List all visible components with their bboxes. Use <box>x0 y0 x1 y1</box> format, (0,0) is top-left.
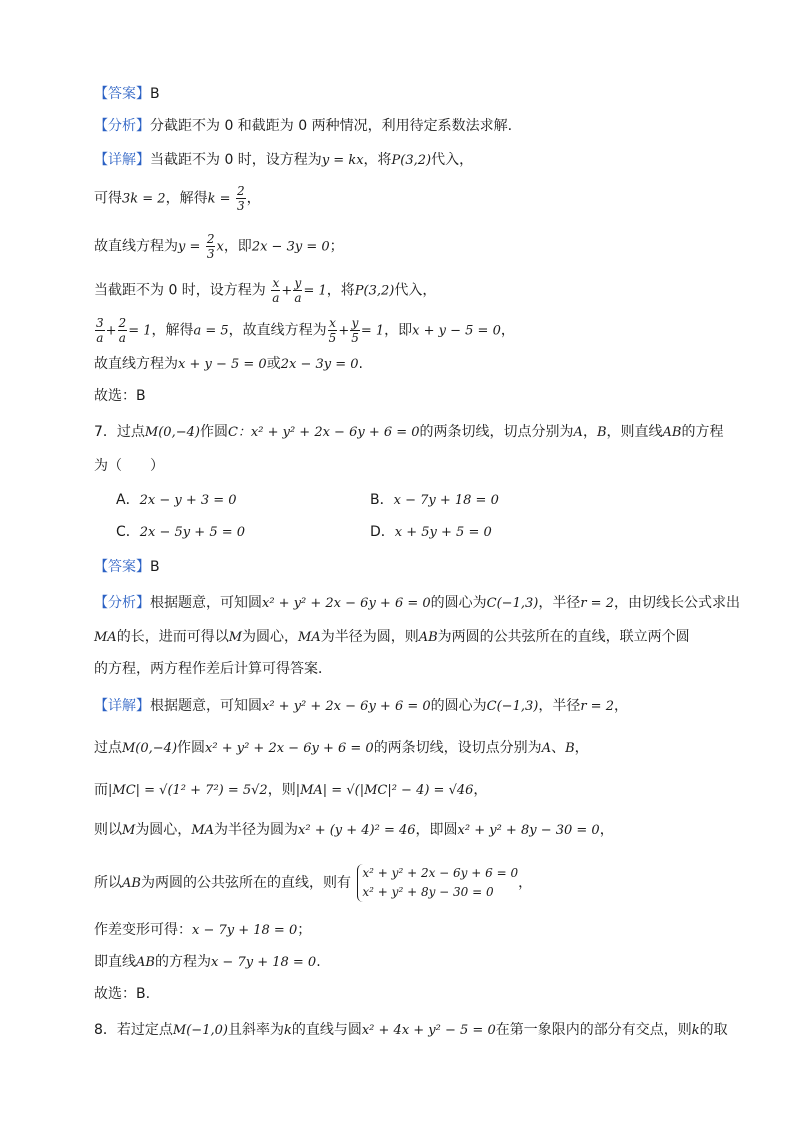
text: ，即 <box>384 322 413 339</box>
fraction <box>206 232 216 261</box>
math-expr: C(−1,3) <box>486 699 539 714</box>
q6-detail-line-3 <box>94 232 344 261</box>
text: 而 <box>94 782 108 798</box>
denominator: 3 <box>236 199 245 213</box>
text: 为两圆的公共弦所在的直线，联立两个圆 <box>437 629 690 645</box>
q7-option-b <box>370 490 499 511</box>
math-expr: C(−1,3) <box>486 596 539 611</box>
math-expr: y = kx <box>321 153 364 168</box>
analysis-tag: 【分析】 <box>94 595 150 611</box>
denominator: 3 <box>206 247 215 261</box>
q6-detail-line-6 <box>94 354 363 375</box>
text: 的长，进而可得以 <box>116 629 229 645</box>
option-label: C． <box>116 524 140 540</box>
denominator: 5 <box>351 331 359 345</box>
math-expr: = 1 <box>303 283 327 299</box>
fraction <box>95 316 105 345</box>
math-expr: MA <box>191 823 215 838</box>
q7-analysis-line-1 <box>94 593 740 614</box>
math-expr: x − 7y + 18 = 0 <box>192 923 298 938</box>
text: ，则 <box>267 782 296 798</box>
fraction <box>328 316 338 345</box>
math-expr: x² + y² + 2x − 6y + 6 = 0 <box>262 699 431 714</box>
text: 为两圆的公共弦所在的直线，则有 <box>140 875 351 891</box>
math-expr: x² + 4x + y² − 5 = 0 <box>361 1023 496 1038</box>
math-expr: AB <box>662 425 682 440</box>
text: ； <box>297 922 312 938</box>
math-expr: a = 5 <box>193 323 229 339</box>
text: ，由切线长公式求出 <box>613 595 740 611</box>
numerator: 2 <box>236 184 245 198</box>
math-expr: M <box>228 630 243 645</box>
text: 根据题意，可知圆 <box>150 595 262 611</box>
math-expr: x² + y² + 8y − 30 = 0 <box>457 823 600 838</box>
text: 故直线方程为 <box>94 356 178 372</box>
text: 代入， <box>431 152 474 168</box>
q7-option-d <box>370 522 492 543</box>
text: 为（ ） <box>94 458 164 474</box>
text: ， <box>518 875 533 891</box>
math-expr: P(3,2) <box>354 283 395 299</box>
equation-2: x² + y² + 8y − 30 = 0 <box>362 885 494 899</box>
q7-option-c <box>116 522 245 543</box>
math-expr: k <box>691 1023 700 1038</box>
q7-answer-value: B <box>150 559 160 575</box>
option-label: A． <box>116 492 140 508</box>
math-expr: r = 2 <box>580 596 614 611</box>
answer-tag: 【答案】 <box>94 559 150 575</box>
text: ， <box>599 822 614 838</box>
text: ，半径 <box>538 595 581 611</box>
text: 作圆 <box>177 740 206 756</box>
text: 根据题意，可知圆 <box>150 698 262 714</box>
text: 可得 <box>94 190 122 207</box>
math-expr: MA <box>298 630 321 645</box>
text: ，故直线方程为 <box>228 322 327 339</box>
math-expr: r = 2 <box>580 699 614 714</box>
fraction <box>293 276 302 305</box>
q7-analysis-line-3 <box>94 659 332 679</box>
text: 或 <box>266 356 281 372</box>
text: ， <box>574 740 589 756</box>
q8-stem-line-1 <box>94 1020 728 1041</box>
text: 为半径为圆为 <box>214 822 299 838</box>
math-operator: + <box>338 323 350 339</box>
option-expr: 2x − y + 3 = 0 <box>139 493 237 508</box>
text: 过点 <box>94 740 122 756</box>
math-expr: M <box>122 823 136 838</box>
math-expr: k = <box>207 191 231 207</box>
math-expr: M(−1,0) <box>172 1023 228 1038</box>
math-expr: A <box>573 425 583 440</box>
math-expr: k <box>283 1023 292 1038</box>
text: ， <box>246 190 261 207</box>
math-operator: + <box>281 283 293 299</box>
numerator: y <box>294 276 302 290</box>
math-expr: B <box>565 741 575 756</box>
q6-answer-value: B <box>150 86 160 102</box>
math-expr: x <box>216 239 224 255</box>
text: 的圆心为 <box>430 698 487 714</box>
text: ，将 <box>326 282 355 299</box>
q7-detail-line-1 <box>94 696 628 717</box>
q7-detail-line-5 <box>94 864 532 902</box>
text: ， <box>473 782 488 798</box>
numerator: x <box>272 276 280 290</box>
text: 代入， <box>394 282 437 299</box>
q7-detail-line-4 <box>94 820 614 841</box>
q6-answer-line <box>94 84 160 104</box>
choice-text: 故选：B. <box>94 986 151 1002</box>
option-expr: 2x − 5y + 5 = 0 <box>139 525 246 540</box>
math-expr: y = <box>178 239 201 255</box>
text: 的方程 <box>681 424 724 440</box>
text: 的方程为 <box>154 954 211 970</box>
q6-analysis-line <box>94 116 512 136</box>
detail-tag: 【详解】 <box>94 152 150 168</box>
math-expr: |MA| = √(|MC|² − 4) = √46 <box>295 783 474 798</box>
math-expr: B <box>596 425 607 440</box>
text: 、 <box>551 740 566 756</box>
text: 所以 <box>94 875 122 891</box>
q7-answer-line <box>94 557 160 577</box>
text: 的方程，两方程作差后计算可得答案． <box>94 661 332 677</box>
q6-choice-line <box>94 386 146 406</box>
fraction <box>271 276 280 305</box>
math-expr: AB <box>136 955 155 970</box>
fraction <box>118 316 128 345</box>
denominator: a <box>118 331 126 345</box>
math-expr: AB <box>418 630 438 645</box>
math-expr: |MC| = √(1² + 7²) = 5√2 <box>108 783 268 798</box>
text: 作差变形可得： <box>94 922 192 938</box>
text: ，将 <box>363 152 392 168</box>
q7-stem-line-2 <box>94 456 164 476</box>
numerator: x <box>329 316 336 330</box>
equation-system <box>357 864 518 902</box>
math-expr: MA <box>94 630 117 645</box>
math-expr: x + y − 5 = 0 <box>412 323 501 339</box>
q6-detail-line-2 <box>94 184 261 213</box>
math-expr: 3k = 2 <box>122 191 166 207</box>
text: ； <box>329 238 344 255</box>
q7-detail-line-6 <box>94 920 311 941</box>
math-expr: = 1 <box>128 323 152 339</box>
analysis-tag: 【分析】 <box>94 118 150 134</box>
text: 在第一象限内的部分有交点，则 <box>495 1022 692 1038</box>
option-label: D． <box>370 524 395 540</box>
text: 为圆心， <box>135 822 192 838</box>
denominator: a <box>272 291 280 305</box>
text: ，解得 <box>165 190 208 207</box>
math-expr: x² + y² + 2x − 6y + 6 = 0 <box>262 596 431 611</box>
numerator: 2 <box>206 232 215 246</box>
text: ，则直线 <box>606 424 663 440</box>
text: 即直线 <box>94 954 136 970</box>
option-expr: x + 5y + 5 = 0 <box>394 525 492 540</box>
numerator: y <box>351 316 359 330</box>
text: ， <box>500 322 515 339</box>
text: 且斜率为 <box>227 1022 284 1038</box>
q7-detail-line-3 <box>94 780 487 801</box>
option-expr: x − 7y + 18 = 0 <box>393 493 499 508</box>
math-operator: + <box>105 323 117 339</box>
math-expr: 2x − 3y = 0 <box>251 239 330 255</box>
fraction <box>236 184 246 213</box>
math-expr: M(0,−4) <box>144 425 200 440</box>
text: 的圆心为 <box>430 595 487 611</box>
text: 当截距不为 0 时，设方程为 <box>150 152 322 168</box>
math-expr: 2x − 3y = 0 <box>280 357 359 372</box>
equation-1: x² + y² + 2x − 6y + 6 = 0 <box>362 866 519 880</box>
text: 的取 <box>699 1022 728 1038</box>
answer-tag: 【答案】 <box>94 86 150 102</box>
denominator: a <box>294 291 302 305</box>
text: ，解得 <box>151 322 194 339</box>
math-expr: C：x² + y² + 2x − 6y + 6 = 0 <box>227 425 420 440</box>
text: . <box>358 356 363 372</box>
text: ， <box>613 698 628 714</box>
text: . <box>316 954 321 970</box>
text: ，半径 <box>538 698 581 714</box>
text: 则以 <box>94 822 122 838</box>
text: 的直线与圆 <box>291 1022 362 1038</box>
math-expr: x + y − 5 = 0 <box>178 357 267 372</box>
q6-detail-line-1 <box>94 150 473 171</box>
q7-analysis-line-2 <box>94 627 690 648</box>
denominator: a <box>96 331 104 345</box>
math-expr: x² + (y + 4)² = 46 <box>298 823 416 838</box>
text: 当截距不为 0 时，设方程为 <box>94 282 266 299</box>
text: ，即 <box>223 238 252 255</box>
text: ， <box>582 424 597 440</box>
numerator: 3 <box>96 316 104 330</box>
math-expr: x − 7y + 18 = 0 <box>210 955 317 970</box>
math-expr: A <box>541 741 552 756</box>
q6-detail-line-4 <box>94 276 436 305</box>
math-expr: M(0,−4) <box>122 741 178 756</box>
q7-choice-line <box>94 984 150 1004</box>
text: 的两条切线，设切点分别为 <box>373 740 542 756</box>
q7-detail-line-7 <box>94 952 321 973</box>
math-expr: = 1 <box>360 323 385 339</box>
numerator: 2 <box>118 316 127 330</box>
choice-text: 故选：B <box>94 388 146 404</box>
text: 为半径为圆，则 <box>320 629 419 645</box>
q6-analysis-text: 分截距不为 0 和截距为 0 两种情况，利用待定系数法求解. <box>150 118 513 134</box>
text: ，即圆 <box>415 822 458 838</box>
q7-detail-line-2 <box>94 738 589 759</box>
math-expr: x² + y² + 2x − 6y + 6 = 0 <box>205 741 374 756</box>
q7-stem-line-1 <box>94 422 723 443</box>
denominator: 5 <box>328 331 337 345</box>
option-label: B． <box>370 492 394 508</box>
math-expr: AB <box>122 876 141 891</box>
math-expr: P(3,2) <box>391 153 432 168</box>
text: 为圆心， <box>242 629 299 645</box>
text: 7．过点 <box>94 424 145 440</box>
q6-detail-line-5 <box>94 316 515 345</box>
text: 故直线方程为 <box>94 238 178 255</box>
text: 的两条切线，切点分别为 <box>419 424 574 440</box>
text: 作圆 <box>199 424 228 440</box>
detail-tag: 【详解】 <box>94 698 150 714</box>
fraction <box>350 316 360 345</box>
text: 8．若过定点 <box>94 1022 173 1038</box>
q7-option-a <box>116 490 237 511</box>
